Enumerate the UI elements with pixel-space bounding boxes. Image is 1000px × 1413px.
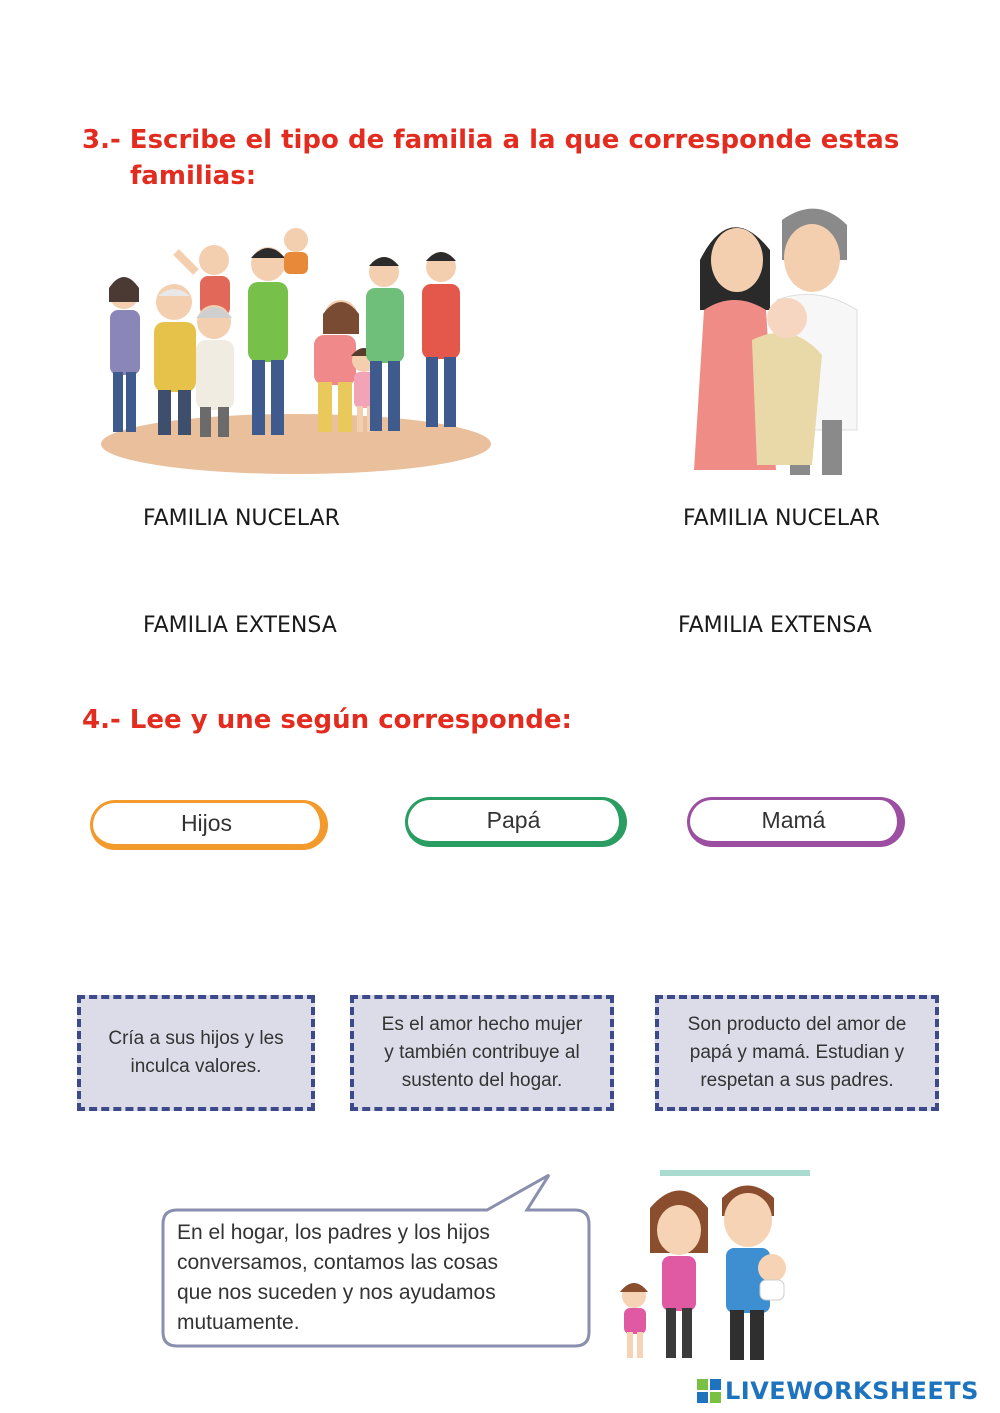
- liveworksheets-logo: [697, 1377, 979, 1405]
- liveworksheets-logo-text: LIVEWORKSHEETS: [725, 1377, 979, 1405]
- match-card-3[interactable]: [655, 995, 939, 1111]
- question-4-title: 4.- Lee y une según corresponde:: [82, 705, 572, 735]
- match-pill-label: Hijos: [180, 810, 233, 836]
- option-left-familia-extensa[interactable]: FAMILIA EXTENSA: [143, 613, 337, 638]
- question-3-title-line2: familias:: [130, 161, 257, 191]
- match-pill-papa[interactable]: [405, 797, 627, 847]
- question-3-title: [82, 122, 922, 194]
- match-card-text: Es el amor hecho mujer y también contribuye al sustento del hogar.: [381, 1014, 583, 1091]
- match-card-2[interactable]: [350, 995, 614, 1111]
- liveworksheets-logo-icon: [697, 1379, 721, 1403]
- question-3-title-line1: 3.- Escribe el tipo de familia a la que corresponde estas: [82, 125, 900, 155]
- option-left-familia-nuclear[interactable]: FAMILIA NUCELAR: [143, 506, 340, 531]
- match-pill-hijos[interactable]: [90, 800, 328, 850]
- match-card-text: Son producto del amor de papá y mamá. Estudian y respetan a sus padres.: [687, 1014, 907, 1091]
- match-card-text: Cría a sus hijos y les inculca valores.: [108, 1028, 284, 1077]
- match-pill-label: Mamá: [761, 807, 826, 833]
- extended-family-illustration: [96, 222, 496, 480]
- option-right-familia-extensa[interactable]: FAMILIA EXTENSA: [678, 613, 872, 638]
- talking-family-illustration: [610, 1168, 810, 1368]
- nuclear-family-illustration: [682, 190, 877, 480]
- option-right-familia-nuclear[interactable]: FAMILIA NUCELAR: [683, 506, 880, 531]
- match-pill-mama[interactable]: [687, 797, 905, 847]
- speech-bubble-text: En el hogar, los padres y los hijos conversamos, contamos las cosas que nos suceden y nos ayudamos mutuamente.: [177, 1221, 498, 1334]
- match-pill-label: Papá: [486, 807, 541, 833]
- match-card-1[interactable]: [77, 995, 315, 1111]
